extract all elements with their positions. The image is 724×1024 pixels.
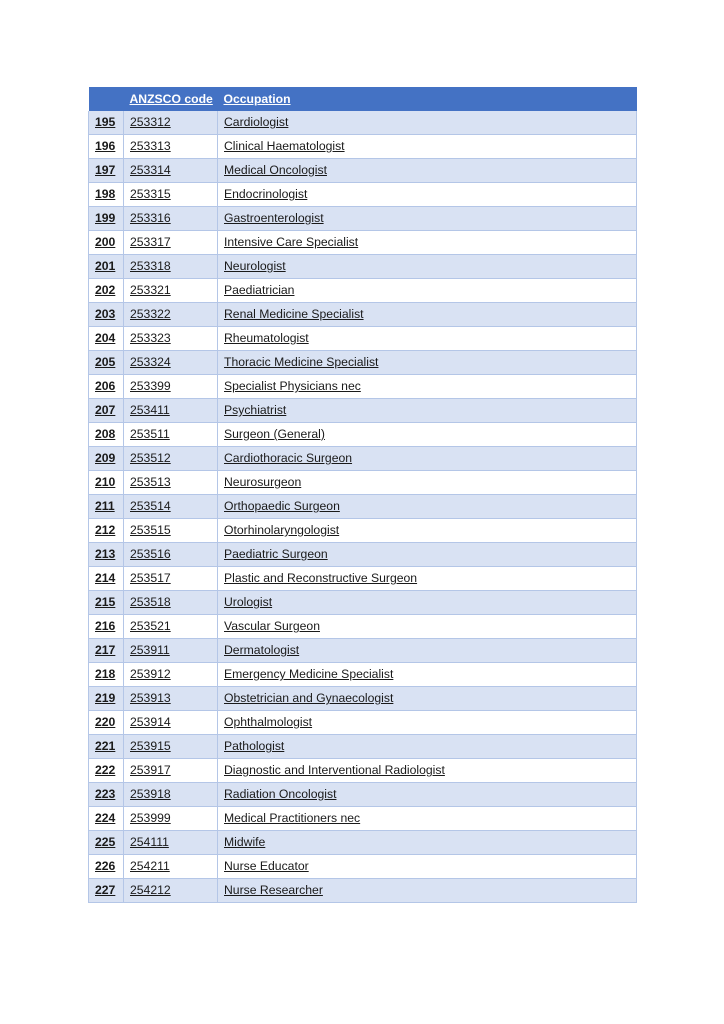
cell-num: [89, 351, 124, 375]
table-row: [89, 111, 637, 135]
cell-num: [89, 159, 124, 183]
cell-occupation: [218, 735, 637, 759]
cell-num: [89, 855, 124, 879]
cell-num: [89, 279, 124, 303]
cell-code: [124, 639, 218, 663]
cell-code: [124, 567, 218, 591]
anzsco-code-link[interactable]: 253915: [130, 739, 171, 753]
table-row: [89, 159, 637, 183]
anzsco-code-link[interactable]: 253315: [130, 187, 171, 201]
anzsco-code-link[interactable]: 253317: [130, 235, 171, 249]
occupation-link[interactable]: Cardiologist: [224, 115, 289, 129]
cell-code: [124, 855, 218, 879]
cell-occupation: [218, 399, 637, 423]
row-number[interactable]: 226: [95, 859, 116, 873]
cell-code: [124, 399, 218, 423]
cell-occupation: [218, 663, 637, 687]
row-number[interactable]: 220: [95, 715, 116, 729]
cell-occupation: [218, 183, 637, 207]
cell-occupation: [218, 807, 637, 831]
occupation-link[interactable]: Neurologist: [224, 259, 286, 273]
anzsco-code-link[interactable]: 253321: [130, 283, 171, 297]
cell-occupation: [218, 351, 637, 375]
cell-code: [124, 591, 218, 615]
table-row: [89, 279, 637, 303]
occupation-link[interactable]: Ophthalmologist: [224, 715, 313, 729]
occupation-link[interactable]: Thoracic Medicine Specialist: [224, 355, 379, 369]
row-number[interactable]: 216: [95, 619, 116, 633]
cell-num: [89, 543, 124, 567]
cell-num: [89, 735, 124, 759]
row-number[interactable]: 221: [95, 739, 116, 753]
row-number[interactable]: 223: [95, 787, 116, 801]
anzsco-code-link[interactable]: 253318: [130, 259, 171, 273]
cell-code: [124, 255, 218, 279]
cell-code: [124, 471, 218, 495]
cell-occupation: [218, 855, 637, 879]
table-row: [89, 327, 637, 351]
cell-occupation: [218, 687, 637, 711]
cell-code: [124, 231, 218, 255]
occupation-link[interactable]: Diagnostic and Interventional Radiologist: [224, 763, 445, 777]
occupation-link[interactable]: Pathologist: [224, 739, 285, 753]
table-row: [89, 663, 637, 687]
cell-num: [89, 303, 124, 327]
table-row: [89, 519, 637, 543]
cell-occupation: [218, 111, 637, 135]
row-number[interactable]: 204: [95, 331, 116, 345]
cell-num: [89, 207, 124, 231]
occupation-link[interactable]: Medical Oncologist: [224, 163, 327, 177]
cell-num: [89, 759, 124, 783]
row-number[interactable]: 199: [95, 211, 116, 225]
row-number[interactable]: 196: [95, 139, 116, 153]
table-row: [89, 183, 637, 207]
anzsco-code-link[interactable]: 253913: [130, 691, 171, 705]
cell-num: [89, 879, 124, 903]
row-number[interactable]: 208: [95, 427, 116, 441]
table-row: [89, 207, 637, 231]
cell-num: [89, 639, 124, 663]
anzsco-code-link[interactable]: 253512: [130, 451, 171, 465]
row-number[interactable]: 214: [95, 571, 116, 585]
row-number[interactable]: 203: [95, 307, 116, 321]
cell-code: [124, 423, 218, 447]
cell-num: [89, 567, 124, 591]
anzsco-code-link[interactable]: 253911: [130, 643, 170, 657]
cell-code: [124, 327, 218, 351]
anzsco-code-link[interactable]: 253514: [130, 499, 171, 513]
cell-occupation: [218, 471, 637, 495]
cell-code: [124, 135, 218, 159]
cell-code: [124, 831, 218, 855]
cell-occupation: [218, 207, 637, 231]
anzsco-code-link[interactable]: 253322: [130, 307, 171, 321]
occupation-link[interactable]: Nurse Researcher: [224, 883, 323, 897]
table-row: [89, 495, 637, 519]
occupation-link[interactable]: Obstetrician and Gynaecologist: [224, 691, 394, 705]
occupation-link[interactable]: Urologist: [224, 595, 273, 609]
cell-occupation: [218, 543, 637, 567]
anzsco-code-link[interactable]: 253999: [130, 811, 171, 825]
occupation-link[interactable]: Radiation Oncologist: [224, 787, 337, 801]
table-row: [89, 423, 637, 447]
row-number[interactable]: 207: [95, 403, 116, 417]
occupation-link[interactable]: Neurosurgeon: [224, 475, 302, 489]
cell-code: [124, 663, 218, 687]
cell-num: [89, 231, 124, 255]
table-row: [89, 375, 637, 399]
cell-code: [124, 615, 218, 639]
row-number[interactable]: 209: [95, 451, 116, 465]
cell-num: [89, 183, 124, 207]
header-anzsco-code[interactable]: ANZSCO code: [124, 87, 218, 111]
row-number[interactable]: 197: [95, 163, 116, 177]
cell-occupation: [218, 231, 637, 255]
row-number[interactable]: 195: [95, 115, 116, 129]
cell-num: [89, 615, 124, 639]
cell-occupation: [218, 495, 637, 519]
occupation-table: [88, 87, 637, 903]
cell-code: [124, 735, 218, 759]
table-row: [89, 831, 637, 855]
row-number[interactable]: 227: [95, 883, 116, 897]
cell-num: [89, 783, 124, 807]
cell-code: [124, 495, 218, 519]
row-number[interactable]: 210: [95, 475, 116, 489]
occupation-link[interactable]: Paediatric Surgeon: [224, 547, 328, 561]
cell-num: [89, 519, 124, 543]
table-row: [89, 543, 637, 567]
cell-code: [124, 159, 218, 183]
anzsco-code-link[interactable]: 254212: [130, 883, 171, 897]
row-number[interactable]: 198: [95, 187, 116, 201]
cell-occupation: [218, 759, 637, 783]
cell-code: [124, 351, 218, 375]
cell-num: [89, 591, 124, 615]
cell-occupation: [218, 447, 637, 471]
cell-code: [124, 759, 218, 783]
cell-num: [89, 471, 124, 495]
cell-occupation: [218, 711, 637, 735]
header-row: [89, 87, 637, 111]
table-row: [89, 231, 637, 255]
cell-code: [124, 447, 218, 471]
occupation-link[interactable]: Cardiothoracic Surgeon: [224, 451, 353, 465]
anzsco-code-link[interactable]: 254211: [130, 859, 170, 873]
cell-code: [124, 375, 218, 399]
cell-occupation: [218, 327, 637, 351]
cell-code: [124, 543, 218, 567]
table-row: [89, 759, 637, 783]
anzsco-code-link[interactable]: 253516: [130, 547, 171, 561]
cell-occupation: [218, 639, 637, 663]
table-row: [89, 399, 637, 423]
cell-num: [89, 687, 124, 711]
table-row: [89, 615, 637, 639]
cell-code: [124, 783, 218, 807]
cell-code: [124, 879, 218, 903]
table-header: [89, 87, 637, 111]
anzsco-code-link[interactable]: 253511: [130, 427, 170, 441]
cell-code: [124, 711, 218, 735]
table-row: [89, 303, 637, 327]
anzsco-code-link[interactable]: 253918: [130, 787, 171, 801]
occupation-link[interactable]: Rheumatologist: [224, 331, 309, 345]
row-number[interactable]: 213: [95, 547, 116, 561]
cell-occupation: [218, 279, 637, 303]
row-number[interactable]: 217: [95, 643, 116, 657]
table-body: [89, 111, 637, 903]
cell-occupation: [218, 375, 637, 399]
table-row: [89, 735, 637, 759]
anzsco-code-link[interactable]: 253323: [130, 331, 171, 345]
header-number: [89, 87, 124, 111]
cell-num: [89, 423, 124, 447]
anzsco-code-link[interactable]: 253521: [130, 619, 171, 633]
occupation-link[interactable]: Vascular Surgeon: [224, 619, 320, 633]
row-number[interactable]: 201: [95, 259, 116, 273]
occupation-link[interactable]: Renal Medicine Specialist: [224, 307, 364, 321]
row-number[interactable]: 205: [95, 355, 116, 369]
cell-num: [89, 375, 124, 399]
anzsco-code-link[interactable]: 253515: [130, 523, 171, 537]
cell-code: [124, 207, 218, 231]
cell-occupation: [218, 567, 637, 591]
cell-occupation: [218, 255, 637, 279]
cell-code: [124, 183, 218, 207]
cell-code: [124, 111, 218, 135]
occupation-link[interactable]: Endocrinologist: [224, 187, 308, 201]
cell-occupation: [218, 519, 637, 543]
cell-code: [124, 807, 218, 831]
occupation-link[interactable]: Nurse Educator: [224, 859, 309, 873]
occupation-link[interactable]: Clinical Haematologist: [224, 139, 345, 153]
anzsco-code-link[interactable]: 253917: [130, 763, 171, 777]
table-row: [89, 639, 637, 663]
row-number[interactable]: 219: [95, 691, 116, 705]
anzsco-code-link[interactable]: 253312: [130, 115, 171, 129]
header-occupation[interactable]: Occupation: [218, 87, 637, 111]
cell-num: [89, 255, 124, 279]
occupation-link[interactable]: Dermatologist: [224, 643, 300, 657]
cell-num: [89, 663, 124, 687]
row-number[interactable]: 225: [95, 835, 116, 849]
occupation-link[interactable]: Paediatrician: [224, 283, 295, 297]
cell-occupation: [218, 879, 637, 903]
occupation-link[interactable]: Intensive Care Specialist: [224, 235, 359, 249]
occupation-link[interactable]: Otorhinolaryngologist: [224, 523, 340, 537]
cell-occupation: [218, 159, 637, 183]
cell-occupation: [218, 831, 637, 855]
cell-num: [89, 111, 124, 135]
cell-occupation: [218, 591, 637, 615]
anzsco-code-link[interactable]: 253513: [130, 475, 171, 489]
table-row: [89, 351, 637, 375]
table-row: [89, 135, 637, 159]
occupation-link[interactable]: Plastic and Reconstructive Surgeon: [224, 571, 418, 585]
anzsco-code-link[interactable]: 253411: [130, 403, 170, 417]
table-row: [89, 807, 637, 831]
cell-num: [89, 399, 124, 423]
anzsco-code-link[interactable]: 253912: [130, 667, 171, 681]
anzsco-code-link[interactable]: 253314: [130, 163, 171, 177]
cell-num: [89, 135, 124, 159]
occupation-link[interactable]: Emergency Medicine Specialist: [224, 667, 394, 681]
table-row: [89, 711, 637, 735]
cell-num: [89, 447, 124, 471]
table-row: [89, 879, 637, 903]
anzsco-code-link[interactable]: 253518: [130, 595, 171, 609]
occupation-link[interactable]: Surgeon (General): [224, 427, 325, 441]
cell-code: [124, 279, 218, 303]
occupation-link[interactable]: Gastroenterologist: [224, 211, 324, 225]
occupation-link[interactable]: Specialist Physicians nec: [224, 379, 361, 393]
row-number[interactable]: 224: [95, 811, 116, 825]
anzsco-code-link[interactable]: 253324: [130, 355, 171, 369]
cell-num: [89, 807, 124, 831]
cell-occupation: [218, 615, 637, 639]
table-row: [89, 567, 637, 591]
cell-code: [124, 519, 218, 543]
cell-num: [89, 495, 124, 519]
occupation-link[interactable]: Psychiatrist: [224, 403, 287, 417]
cell-num: [89, 711, 124, 735]
anzsco-code-link[interactable]: 253914: [130, 715, 171, 729]
row-number[interactable]: 212: [95, 523, 116, 537]
anzsco-code-link[interactable]: 253316: [130, 211, 171, 225]
anzsco-code-link[interactable]: 253399: [130, 379, 171, 393]
anzsco-code-link[interactable]: 253313: [130, 139, 171, 153]
cell-occupation: [218, 135, 637, 159]
occupation-link[interactable]: Orthopaedic Surgeon: [224, 499, 340, 513]
row-number[interactable]: 206: [95, 379, 116, 393]
row-number[interactable]: 200: [95, 235, 116, 249]
cell-occupation: [218, 303, 637, 327]
row-number[interactable]: 202: [95, 283, 116, 297]
cell-num: [89, 327, 124, 351]
anzsco-code-link[interactable]: 254111: [130, 835, 169, 849]
row-number[interactable]: 218: [95, 667, 116, 681]
cell-occupation: [218, 423, 637, 447]
table-row: [89, 447, 637, 471]
occupation-link[interactable]: Midwife: [224, 835, 266, 849]
table-row: [89, 687, 637, 711]
cell-code: [124, 687, 218, 711]
occupation-link[interactable]: Medical Practitioners nec: [224, 811, 361, 825]
row-number[interactable]: 215: [95, 595, 116, 609]
cell-occupation: [218, 783, 637, 807]
anzsco-code-link[interactable]: 253517: [130, 571, 171, 585]
cell-num: [89, 831, 124, 855]
table-row: [89, 783, 637, 807]
table-row: [89, 591, 637, 615]
row-number[interactable]: 211: [95, 499, 115, 513]
cell-code: [124, 303, 218, 327]
table-row: [89, 855, 637, 879]
table-row: [89, 471, 637, 495]
row-number[interactable]: 222: [95, 763, 116, 777]
table-row: [89, 255, 637, 279]
